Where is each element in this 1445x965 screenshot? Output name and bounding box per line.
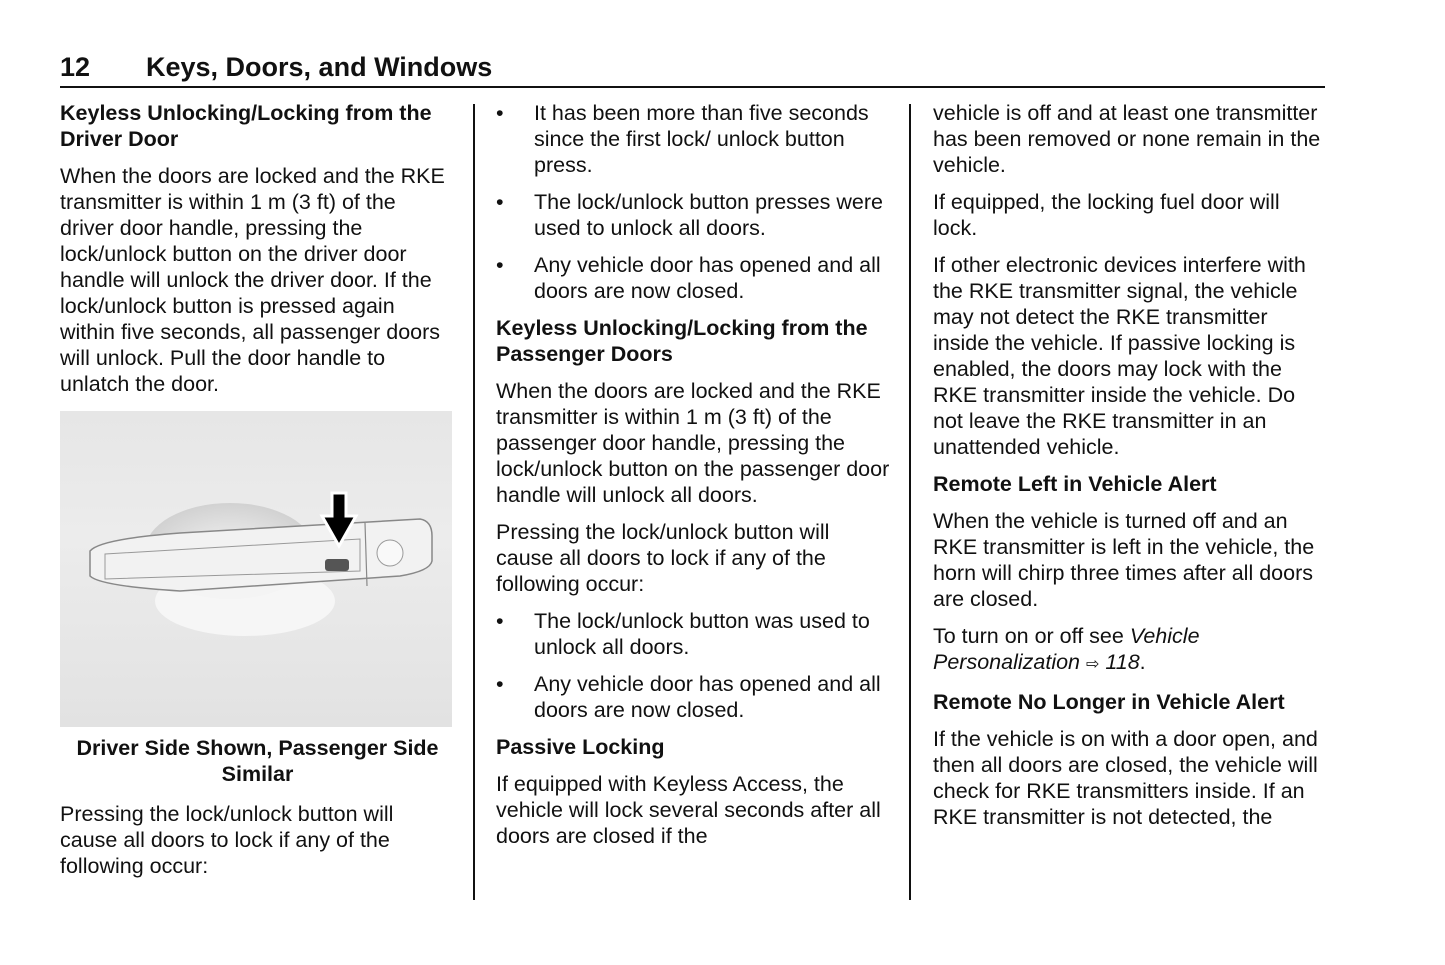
- bullet-item: • The lock/unlock button presses were used to unlock all doors.: [496, 190, 883, 240]
- column-1: [60, 100, 455, 890]
- heading-passenger-doors: Keyless Unlocking/Locking from the Passenger Doors: [496, 316, 868, 366]
- paragraph: If equipped with Keyless Access, the vehicle will lock several seconds after all doors are closed if the: [496, 772, 881, 848]
- page-reference[interactable]: 118: [1105, 650, 1140, 674]
- column-divider: [473, 104, 475, 900]
- section-title: Keys, Doors, and Windows: [146, 52, 493, 82]
- paragraph: vehicle is off and at least one transmitter has been removed or none remain in the vehicle.: [933, 101, 1321, 177]
- bullet-icon: •: [496, 672, 504, 696]
- paragraph: When the doors are locked and the RKE transmitter is within 1 m (3 ft) of the driver door handle, pressing the lock/unlock button on the driver door handle will unlock the driver door. If the lock/unlock button is pressed again within five seconds, all passenger doors will unlock. Pull the door handle to unlatch the door.: [60, 164, 445, 396]
- figure-caption: Driver Side Shown, Passenger Side Similar: [76, 736, 439, 786]
- heading-driver-door: Keyless Unlocking/Locking from the Driver Door: [60, 101, 432, 151]
- paragraph: Pressing the lock/unlock button will cause all doors to lock if any of the following occur:: [496, 520, 830, 596]
- column-divider: [909, 104, 911, 900]
- heading-remote-no-longer-alert: Remote No Longer in Vehicle Alert: [933, 690, 1285, 714]
- bullet-item: • The lock/unlock button was used to unlock all doors.: [496, 609, 870, 659]
- lock-button: [325, 559, 349, 571]
- column-3: [933, 100, 1328, 841]
- paragraph: To turn on or off see Vehicle Personalization ⇨ 118.: [933, 624, 1200, 674]
- door-handle-illustration: [60, 411, 452, 727]
- page-header: [60, 50, 1325, 88]
- paragraph: If other electronic devices interfere with the RKE transmitter signal, the vehicle may not detect the RKE transmitter inside the vehicle. If passive locking is enabled, the doors may lock with the RKE transmitter inside the vehicle. Do not leave the RKE transmitter in an unattended vehicle.: [933, 253, 1306, 459]
- paragraph: If the vehicle is on with a door open, and then all doors are closed, the vehicle will check for RKE transmitters inside. If an RKE transmitter is not detected, the: [933, 727, 1318, 829]
- cross-reference-link[interactable]: Vehicle Personalization: [933, 624, 1200, 674]
- paragraph: When the vehicle is turned off and an RKE transmitter is left in the vehicle, the horn will chirp three times after all doors are closed.: [933, 509, 1315, 611]
- bullet-item: • Any vehicle door has opened and all doors are now closed.: [496, 253, 881, 303]
- page-number: 12: [60, 52, 91, 82]
- door-handle-image: [60, 411, 452, 727]
- paragraph: When the doors are locked and the RKE transmitter is within 1 m (3 ft) of the passenger door handle, pressing the lock/unlock button on the passenger door handle will unlock all doors.: [496, 379, 890, 507]
- bullet-icon: •: [496, 253, 504, 277]
- bullet-item: • It has been more than five seconds since the first lock/ unlock button press.: [496, 101, 869, 177]
- paragraph: Pressing the lock/unlock button will cause all doors to lock if any of the following occur:: [60, 802, 394, 878]
- bullet-item: • Any vehicle door has opened and all doors are now closed.: [496, 672, 881, 722]
- arrow-right-icon: ⇨: [1086, 656, 1100, 673]
- paragraph: If equipped, the locking fuel door will lock.: [933, 190, 1280, 240]
- bullet-icon: •: [496, 101, 504, 125]
- heading-remote-left-alert: Remote Left in Vehicle Alert: [933, 472, 1217, 496]
- bullet-icon: •: [496, 190, 504, 214]
- heading-passive-locking: Passive Locking: [496, 735, 665, 759]
- column-2: [496, 100, 891, 860]
- bullet-icon: •: [496, 609, 504, 633]
